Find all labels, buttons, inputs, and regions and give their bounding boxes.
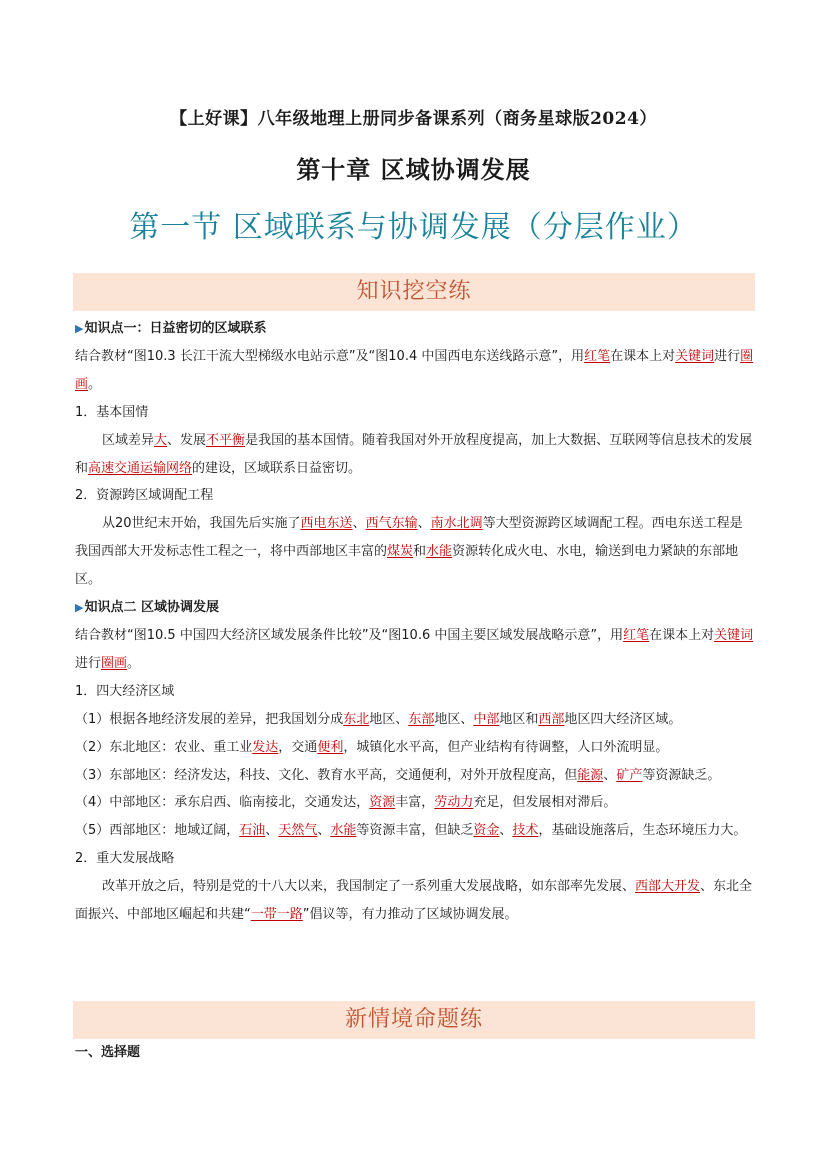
answer-keyword: 中部: [473, 711, 500, 727]
text-segment: 进行: [714, 348, 741, 364]
kp2-item-3: [75, 762, 755, 790]
answer-keyword: 劳动力: [434, 795, 474, 811]
kp2-item-1: [75, 706, 755, 734]
kp1-intro: [75, 343, 755, 399]
text-segment: （4）中部地区：承东启西、临南接北，交通发达，: [75, 795, 370, 811]
text-segment: 地区、: [434, 711, 474, 727]
text-segment: 的建设，区域联系日益密切。: [192, 460, 362, 476]
answer-keyword: 能源: [577, 767, 604, 783]
answer-keyword: 石油: [239, 823, 266, 839]
answer-keyword: 煤炭: [387, 544, 414, 560]
text-segment: 是我国的基本国情。随着我国对外开放程度提高，加上大数据、互联网等信息技术的发展和: [75, 432, 753, 476]
text-segment: （5）西部地区：地域辽阔，: [75, 823, 240, 839]
answer-keyword: 不平衡: [206, 432, 246, 448]
text-segment: 充足，但发展相对滞后。: [473, 795, 617, 811]
text-segment: 从20世纪末开始，我国先后实施了: [102, 516, 301, 532]
text-segment: 、: [603, 767, 617, 783]
knowledge-content: [75, 315, 755, 929]
section-title: 第一节 区域联系与协调发展（分层作业）: [129, 210, 698, 245]
section-band-knowledge: 知识挖空练: [73, 273, 755, 311]
answer-keyword: 西部大开发: [635, 879, 701, 895]
kp2-item-5: [75, 817, 755, 845]
text-segment: 进行: [75, 655, 102, 671]
text-segment: 地区、: [369, 711, 409, 727]
answer-keyword: 矿产: [616, 767, 643, 783]
text-segment: 、: [265, 823, 279, 839]
text-segment: 、发展: [167, 432, 207, 448]
kp2-sub1-title: 1．四大经济区域: [75, 683, 175, 699]
answer-keyword: 西气东输: [365, 516, 418, 532]
text-segment: 、: [352, 516, 366, 532]
answer-keyword: 西电东送: [300, 516, 353, 532]
answer-keyword: 关键词: [675, 348, 715, 364]
answer-keyword: 红笔: [584, 348, 611, 364]
kp2-item-2: [75, 734, 755, 762]
answer-keyword: 资源: [369, 795, 396, 811]
text-segment: 区域差异: [102, 432, 155, 448]
kp2-sub2-title: 2．重大发展战略: [75, 851, 175, 867]
text-segment: 在课本上对: [649, 627, 715, 643]
text-segment: 地区四大经济区域。: [564, 711, 682, 727]
text-segment: ，基础设施落后，生态环境压力大。: [538, 823, 747, 839]
exercise-heading: 一、选择题: [75, 1045, 141, 1060]
knowledge-point-1-title: ▶知识点一：日益密切的区域联系: [75, 321, 267, 336]
text-segment: ，城镇化水平高，但产业结构有待调整，人口外流明显。: [343, 739, 669, 755]
answer-keyword: 资金: [473, 823, 500, 839]
text-segment: 等资源缺乏。: [642, 767, 721, 783]
text-segment: 地区和: [499, 711, 539, 727]
text-segment: 、: [317, 823, 331, 839]
answer-keyword: 高速交通运输网络: [88, 460, 193, 476]
text-segment: 。: [88, 376, 102, 392]
text-segment: ，交通: [278, 739, 318, 755]
answer-keyword: 圈画: [101, 655, 128, 671]
kp1-sub1-text: [75, 427, 755, 483]
text-segment: 改革开放之后，特别是党的十八大以来，我国制定了一系列重大发展战略，如东部率先发展、: [102, 879, 636, 895]
text-segment: ”倡议等，有力推动了区域协调发展。: [302, 907, 518, 923]
answer-keyword: 一带一路: [250, 907, 303, 923]
text-segment: （2）东北地区：农业、重工业: [75, 739, 253, 755]
knowledge-point-2-title: ▶知识点二 区域协调发展: [75, 600, 219, 616]
text-segment: 、东北全面振兴、中部地区崛起和共建“: [75, 879, 753, 923]
answer-keyword: 大: [154, 432, 168, 448]
text-segment: 等大型资源跨区域调配工程。西电东送工程是我国西部大开发标志性工程之一，将中西部地区丰富的: [75, 516, 743, 560]
triangle-marker-icon: ▶: [75, 601, 84, 615]
text-segment: 资源转化成火电、水电，输送到电力紧缺的东部地区。: [75, 544, 739, 588]
triangle-marker-icon: ▶: [75, 322, 84, 335]
answer-keyword: 水能: [426, 544, 453, 560]
text-segment: 和: [413, 544, 427, 560]
answer-keyword: 南水北调: [430, 516, 483, 532]
text-segment: 。: [127, 655, 141, 671]
text-segment: 、: [417, 516, 431, 532]
chapter-title: 第十章 区域协调发展: [296, 155, 531, 184]
text-segment: 丰富，: [395, 795, 435, 811]
text-segment: 结合教材“图10.3 长江干流大型梯级水电站示意”及“图10.4 中国西电东送线路示意”，用: [75, 348, 585, 364]
text-segment: （3）东部地区：经济发达，科技、文化、教育水平高，交通便利，对外开放程度高，但: [75, 767, 578, 783]
text-segment: 在课本上对: [610, 348, 676, 364]
kp2-item-4: [75, 789, 755, 817]
series-title: 【上好课】八年级地理上册同步备课系列（商务星球版2024）: [170, 109, 657, 129]
text-segment: 、: [499, 823, 513, 839]
answer-keyword: 技术: [512, 823, 539, 839]
answer-keyword: 关键词: [714, 627, 754, 643]
answer-keyword: 东部: [408, 711, 435, 727]
answer-keyword: 红笔: [623, 627, 650, 643]
text-segment: 结合教材“图10.5 中国四大经济区域发展条件比较”及“图10.6 中国主要区域发展战略示意”，用: [75, 627, 624, 643]
kp2-sub2-text: [75, 873, 755, 929]
answer-keyword: 天然气: [278, 823, 318, 839]
kp1-sub2-text: [75, 510, 755, 594]
text-segment: （1）根据各地经济发展的差异，把我国划分成: [75, 711, 344, 727]
kp2-intro: [75, 622, 755, 678]
kp1-sub1-title: 1．基本国情: [75, 404, 149, 420]
answer-keyword: 发达: [252, 739, 279, 755]
answer-keyword: 便利: [317, 739, 344, 755]
kp1-sub2-title: 2．资源跨区域调配工程: [75, 488, 214, 504]
text-segment: 等资源丰富，但缺乏: [356, 823, 474, 839]
answer-keyword: 东北: [343, 711, 370, 727]
section-band-new-context: 新情境命题练: [73, 1001, 755, 1039]
answer-keyword: 水能: [330, 823, 357, 839]
answer-keyword: 圈画: [75, 348, 754, 392]
answer-keyword: 西部: [538, 711, 565, 727]
